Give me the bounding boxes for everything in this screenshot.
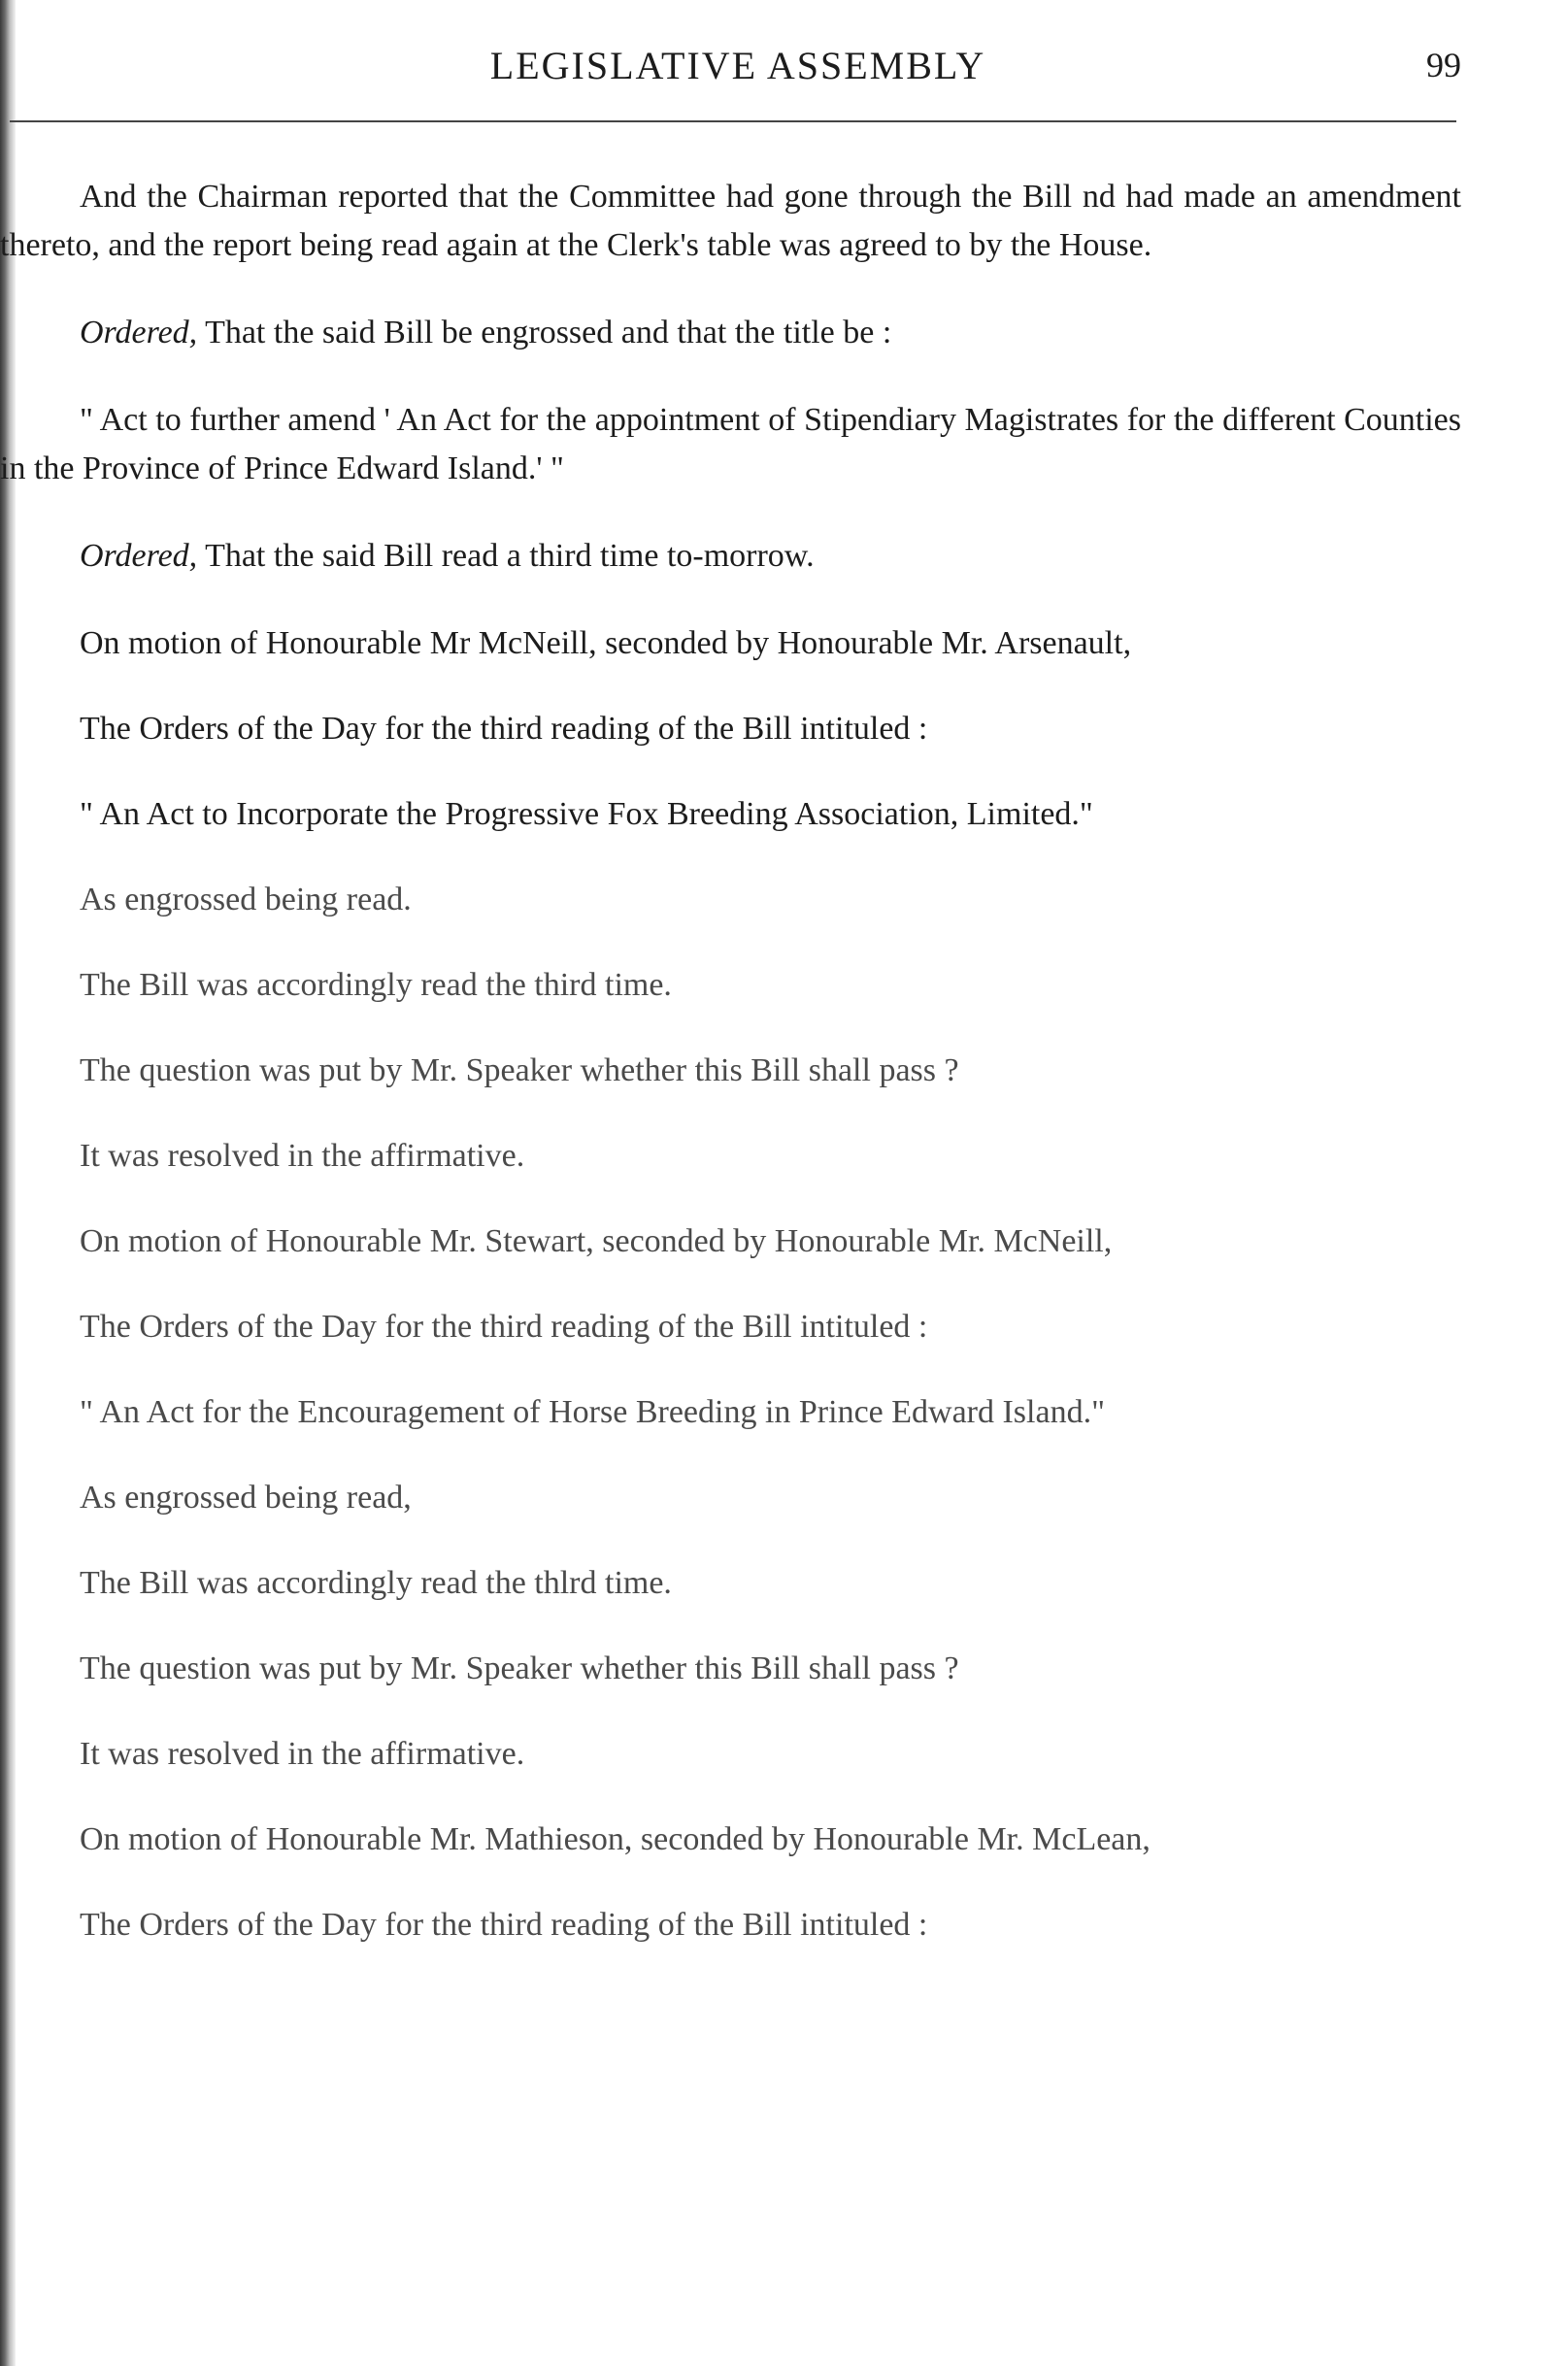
paragraph-text: The Orders of the Day for the third reading of the Bill intituled : (80, 1907, 928, 1943)
paragraph-text: The Orders of the Day for the third reading of the Bill intituled : (80, 711, 928, 747)
paragraph-orders-of-day (0, 1901, 1461, 1949)
paragraph-lead: Ordered, (80, 315, 198, 350)
paragraph-text: " Act to further amend ' An Act for the appointment of Stipendiary Magistrates for the different Counties in the Province of Prince Edward Island.' " (0, 402, 1461, 486)
paragraph-read-third-time (0, 1559, 1461, 1608)
paragraph-read-third-time (0, 961, 1461, 1010)
paragraph-text: On motion of Honourable Mr. Stewart, seconded by Honourable Mr. McNeill, (80, 1223, 1113, 1259)
paragraph-text: It was resolved in the affirmative. (80, 1736, 525, 1772)
paragraph-text: And the Chairman reported that the Committee had gone through the Bill nd had made an amendment thereto, and the report being read again at the Clerk's table was agreed to by the House. (0, 179, 1461, 263)
paragraph-text: The Bill was accordingly read the third time. (80, 967, 672, 1003)
running-head: LEGISLATIVE ASSEMBLY (489, 44, 986, 87)
paragraph-text: It was resolved in the affirmative. (80, 1138, 525, 1174)
paragraph-text: That the said Bill be engrossed and that the title be : (197, 315, 892, 350)
paragraph-text: On motion of Honourable Mr McNeill, seconded by Honourable Mr. Arsenault, (80, 625, 1132, 661)
journal-body (0, 173, 1461, 1986)
paragraph-text: The Orders of the Day for the third reading of the Bill intituled : (80, 1309, 928, 1345)
paragraph-committee-report (0, 173, 1461, 270)
paragraph-ordered-third-reading (0, 532, 1461, 581)
paragraph-text: The question was put by Mr. Speaker whether this Bill shall pass ? (80, 1650, 959, 1686)
paragraph-bill-title (0, 396, 1461, 493)
page-header (0, 43, 1568, 91)
paragraph-motion (0, 619, 1461, 668)
page-number: 99 (1426, 46, 1461, 84)
paragraph-question-put (0, 1645, 1461, 1693)
paragraph-text: As engrossed being read, (80, 1480, 412, 1516)
paragraph-text: " An Act to Incorporate the Progressive Fox Breeding Association, Limited." (80, 796, 1093, 832)
paragraph-text: " An Act for the Encouragement of Horse Breeding in Prince Edward Island." (80, 1394, 1105, 1430)
paragraph-text: That the said Bill read a third time to-morrow. (197, 538, 815, 574)
paragraph-motion (0, 1217, 1461, 1266)
paragraph-orders-of-day (0, 1303, 1461, 1351)
paragraph-engrossed (0, 1474, 1461, 1522)
paragraph-engrossed (0, 876, 1461, 924)
paragraph-resolved (0, 1730, 1461, 1779)
paragraph-question-put (0, 1047, 1461, 1095)
paragraph-text: The Bill was accordingly read the thlrd time. (80, 1565, 672, 1601)
paragraph-text: The question was put by Mr. Speaker whether this Bill shall pass ? (80, 1052, 959, 1088)
paragraph-bill-title (0, 790, 1461, 839)
header-rule (10, 120, 1456, 122)
paragraph-motion (0, 1816, 1461, 1864)
paragraph-orders-of-day (0, 705, 1461, 753)
paragraph-lead: Ordered, (80, 538, 198, 574)
paragraph-bill-title (0, 1388, 1461, 1437)
paragraph-text: As engrossed being read. (80, 882, 412, 917)
paragraph-ordered-engrossed (0, 309, 1461, 357)
paragraph-resolved (0, 1132, 1461, 1181)
paragraph-text: On motion of Honourable Mr. Mathieson, seconded by Honourable Mr. McLean, (80, 1821, 1151, 1857)
